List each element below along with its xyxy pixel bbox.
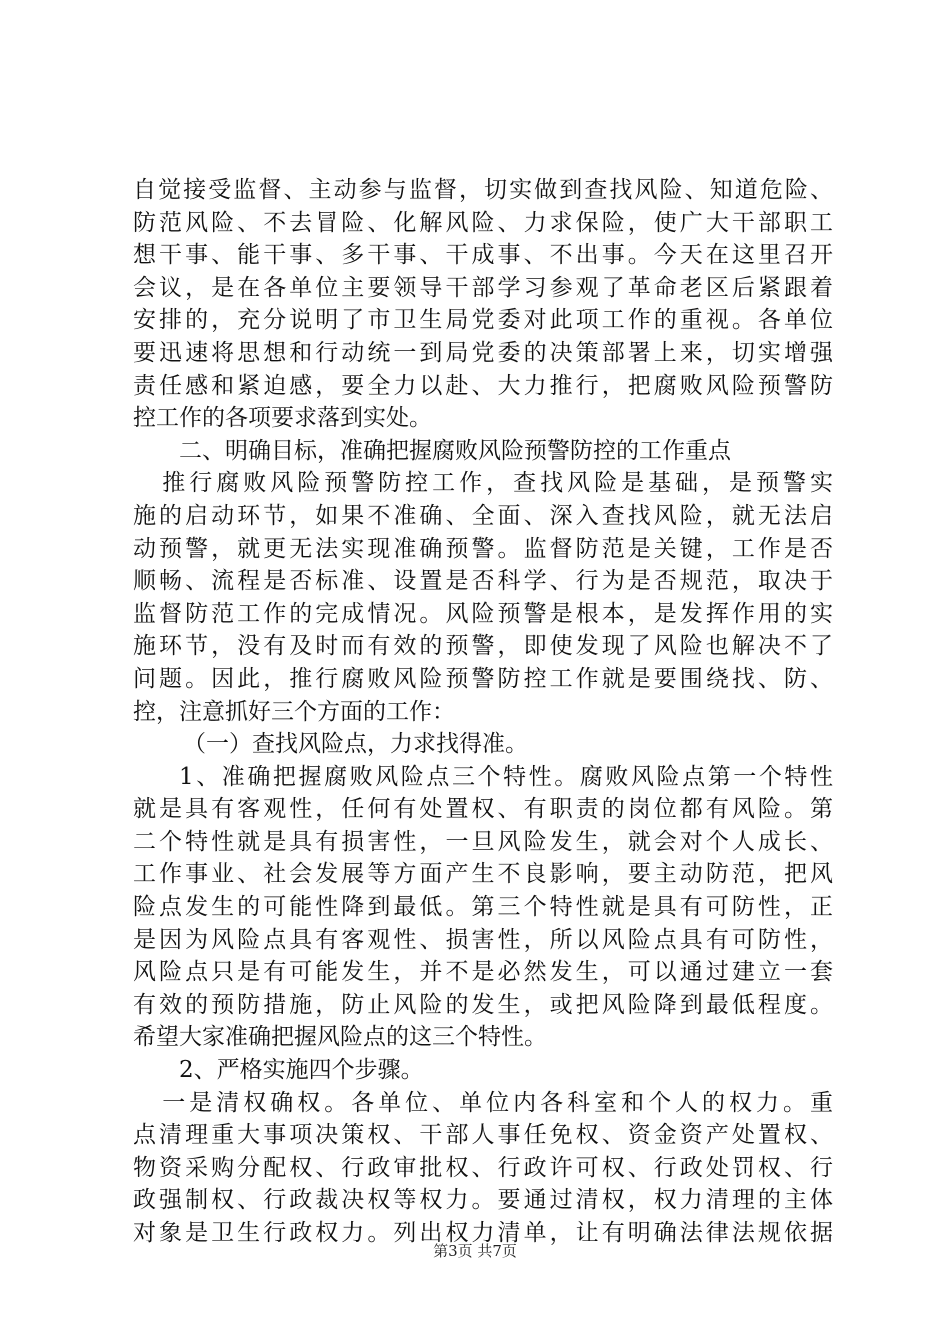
text-line: 点清理重大事项决策权、干部人事任免权、资金资产处置权、 bbox=[133, 1122, 833, 1149]
text-line: 对象是卫生行政权力。列出权力清单，让有明确法律法规依据 bbox=[133, 1220, 833, 1246]
text-line: 是因为风险点具有客观性、损害性，所以风险点具有可防性， bbox=[133, 926, 833, 953]
text-line: 物资采购分配权、行政审批权、行政许可权、行政处罚权、行 bbox=[133, 1154, 833, 1181]
text-line: 有效的预防措施，防止风险的发生，或把风险降到最低程度。 bbox=[133, 991, 833, 1018]
text-line: 想干事、能干事、多干事、干成事、不出事。今天在这里召开 bbox=[133, 242, 833, 269]
subsection-heading: （一）查找风险点，力求找得准。 bbox=[183, 731, 528, 758]
text-line: 安排的，充分说明了市卫生局党委对此项工作的重视。各单位 bbox=[133, 307, 833, 334]
text-line: 动预警，就更无法实现准确预警。监督防范是关键，工作是否 bbox=[133, 535, 833, 562]
text-line: 控工作的各项要求落到实处。 bbox=[133, 405, 432, 432]
page-indicator: 第3页 共7页 bbox=[433, 1242, 517, 1260]
text-line: 政强制权、行政裁决权等权力。要通过清权，权力清理的主体 bbox=[133, 1187, 833, 1214]
text-line: 责任感和紧迫感，要全力以赴、大力推行，把腐败风险预警防 bbox=[133, 372, 833, 399]
numbered-item: 2、严格实施四个步骤。 bbox=[179, 1057, 424, 1084]
text-line: 工作事业、社会发展等方面产生不良影响，要主动防范，把风 bbox=[133, 861, 833, 888]
text-line: 施环节，没有及时而有效的预警，即使发现了风险也解决不了 bbox=[133, 633, 833, 660]
text-line: 防范风险、不去冒险、化解风险、力求保险，使广大干部职工 bbox=[133, 209, 833, 236]
text-line: 要迅速将思想和行动统一到局党委的决策部署上来，切实增强 bbox=[133, 339, 833, 366]
text-line: 就是具有客观性，任何有处置权、有职责的岗位都有风险。第 bbox=[133, 796, 833, 823]
text-line: 险点发生的可能性降到最低。第三个特性就是具有可防性，正 bbox=[133, 894, 833, 921]
text-line: 监督防范工作的完成情况。风险预警是根本，是发挥作用的实 bbox=[133, 600, 833, 627]
text-line: 控，注意抓好三个方面的工作： bbox=[133, 698, 455, 725]
text-line: 问题。因此，推行腐败风险预警防控工作就是要围绕找、防、 bbox=[133, 665, 833, 692]
paragraph-first-line: 推行腐败风险预警防控工作，查找风险是基础，是预警实 bbox=[162, 470, 833, 497]
text-line: 希望大家准确把握风险点的这三个特性。 bbox=[133, 1024, 547, 1051]
text-line: 顺畅、流程是否标准、设置是否科学、行为是否规范，取决于 bbox=[133, 568, 833, 595]
text-line: 会议，是在各单位主要领导干部学习参观了革命老区后紧跟着 bbox=[133, 274, 833, 301]
text-line: 自觉接受监督、主动参与监督，切实做到查找风险、知道危险、 bbox=[133, 177, 833, 203]
text-line: 施的启动环节，如果不准确、全面、深入查找风险，就无法启 bbox=[133, 502, 833, 529]
body-text bbox=[133, 174, 833, 1250]
text-line: 二个特性就是具有损害性，一旦风险发生，就会对个人成长、 bbox=[133, 828, 833, 855]
page-footer bbox=[0, 1240, 950, 1261]
text-line: 风险点只是有可能发生，并不是必然发生，可以通过建立一套 bbox=[133, 959, 833, 986]
paragraph-first-line: 1、准确把握腐败风险点三个特性。腐败风险点第一个特性 bbox=[179, 763, 833, 790]
section-heading: 二、明确目标，准确把握腐败风险预警防控的工作重点 bbox=[179, 437, 731, 464]
paragraph-first-line: 一是清权确权。各单位、单位内各科室和个人的权力。重 bbox=[162, 1089, 833, 1116]
